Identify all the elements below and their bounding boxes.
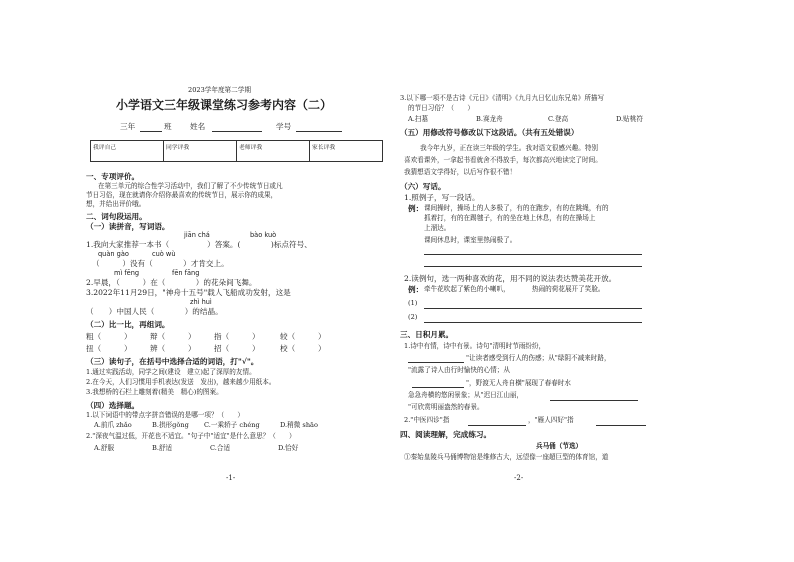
example-text: 热闹的荷花展开了笑脸。: [532, 285, 605, 293]
pinyin: bào kuò: [250, 231, 277, 239]
pinyin: zhì huì: [190, 298, 212, 306]
reading-title: 兵马俑（节选）: [536, 442, 583, 450]
edit-paragraph: 我猜想语文学得好，以后写作很不错！: [404, 168, 517, 176]
pinyin: quàn gào: [98, 250, 129, 258]
mc-option: C.登高: [548, 115, 569, 123]
question-line: 3.2022年11月29日，"神舟十五号"载人飞船成功发射，这是: [86, 288, 291, 297]
eval-teacher: 老师评我: [237, 141, 310, 162]
sentence-choice: 1.通过实践活动，同学之间(建设 建立)起了深厚的友情。: [86, 368, 256, 376]
page-title: 小学语文三年级课堂练习参考内容（二）: [116, 98, 333, 112]
compare-item: 较（ ）: [280, 332, 326, 341]
example-text: 抓着打，有的在踢毽子，有的坐在地上休息，有的在操场上: [424, 214, 596, 222]
grade-label: 三年: [120, 122, 136, 131]
example-text: 上溜达。: [424, 224, 451, 232]
accumulation-text: "让读者感受到行人的伤感；从"绿阴不减来时路，: [466, 354, 611, 362]
accumulation-text: ，"雁人四好"指: [528, 416, 574, 424]
compare-item: 校（ ）: [280, 344, 326, 353]
mc-option: C.一乘轿子 chéng: [204, 421, 260, 429]
section-1-text: 在第三单元的综合性学习活动中，我们了解了不少传统节日或凡: [98, 182, 283, 190]
answer-label: (1): [408, 299, 418, 307]
example-label: 例：: [408, 285, 424, 294]
question-line: 2.早晨，（ ）在（ ）的花朵间飞舞。: [86, 278, 257, 287]
eval-classmate: 同学评我: [164, 141, 237, 162]
answer-label: (2): [408, 313, 418, 321]
compare-item: 招（ ）: [214, 344, 260, 353]
example-text: 课间操时，操场上的人多极了，有的在跑步，有的在跳绳，有的: [424, 204, 609, 212]
eval-parent: 家长评我: [310, 141, 383, 162]
example-text: 牵牛花吹起了紫色的小喇叭，: [424, 285, 510, 293]
subsection-4-heading: （四）选择题。: [86, 401, 140, 410]
accumulation-text: "可欣赏明丽盎然的春景。: [408, 403, 484, 411]
mc-option: D.恰好: [278, 444, 299, 452]
compare-item: 粗（ ）: [86, 332, 132, 341]
answer-line: [596, 425, 646, 426]
question-line: （ ）中国人民（ ）的结晶。: [86, 307, 223, 316]
evaluation-table: [90, 140, 383, 162]
mc-question: 的节日习俗？（ ）: [408, 104, 474, 112]
answer-line: [424, 308, 642, 309]
mc-option: A.前爪 zhǎo: [94, 421, 132, 429]
accumulation-text: 急急舟横的悠闲景象；从"迟日江山丽，: [408, 391, 524, 399]
pinyin: fēn fāng: [172, 269, 200, 277]
accumulation-text: "流露了诗人由行时愉快的心情；从: [408, 366, 510, 374]
writing-task: 2.读例句，选一两种喜欢的花，用不同的说法表达赞美花开放。: [404, 274, 617, 283]
pinyin: cuò wù: [152, 250, 176, 258]
answer-line: [424, 254, 642, 255]
example-label: 例：: [408, 204, 424, 213]
mc-option: B.赛龙舟: [476, 115, 503, 123]
mc-option: D.稍微 shāo: [280, 421, 318, 429]
edit-paragraph: 喜欢看课外，一拿起书看就舍不得放手，每次都高兴地读完了时间。: [404, 156, 602, 164]
page-number: -2-: [514, 474, 524, 482]
section-1-text: 想，并给出评价哦。: [86, 200, 146, 208]
section-2-heading: 二、词句段运用。: [86, 212, 147, 221]
section-3-heading: 三、日积月累。: [400, 330, 454, 339]
edit-paragraph: 我今年九岁，正在读三年级的学生。我对语文很感兴趣。特别: [420, 144, 599, 152]
section-6-heading: （六）写话。: [400, 182, 446, 191]
mc-option: C.合适: [210, 444, 231, 452]
pinyin: mì fēng: [114, 269, 140, 277]
subsection-3-heading: （三）读句子，在括号中选择合适的词语，打"√"。: [86, 357, 259, 366]
section-4-heading: 四、阅读理解，完成练习。: [400, 430, 492, 439]
mc-option: A.舒服: [94, 444, 115, 452]
subsection-2-heading: （二）比一比，再组词。: [86, 320, 170, 329]
answer-line: [408, 362, 464, 363]
number-label: 学号: [276, 122, 292, 131]
accumulation-text: 1.诗中有情，诗中有景。诗句"清明时节雨纷纷，: [404, 342, 546, 350]
answer-line: [424, 322, 642, 323]
mc-question: 2."深夜气温过低，开花也不适宜。"句子中"适宜"是什么意思？（ ）: [86, 432, 296, 440]
name-label: 姓名: [190, 122, 206, 131]
question-line: （ ）没有（ ）才肯交上。: [92, 259, 229, 268]
pinyin: jiān chá: [184, 231, 210, 239]
mc-option: A.扫墓: [408, 115, 429, 123]
year-term: 2023学年度第二学期: [188, 86, 251, 94]
page-left: [80, 68, 390, 488]
answer-line: [550, 400, 638, 401]
mc-option: D.贴桃符: [616, 115, 643, 123]
question-line: 1.我向大家推荐一本书（ ）答案。( )标点符号、: [86, 240, 312, 249]
compare-item: 扭（ ）: [86, 344, 132, 353]
class-label: 班: [164, 122, 172, 131]
compare-item: 辩（ ）: [150, 332, 196, 341]
mc-question: 3.以下哪一项不是古诗《元日》《清明》《九月九日忆山东兄弟》所描写: [400, 94, 605, 102]
answer-line: [412, 387, 464, 388]
page-right: [400, 68, 710, 488]
answer-line: [424, 266, 642, 267]
mc-question: 1.以下词语中的带点字拼音错误的是哪一项？（ ）: [86, 411, 244, 419]
mc-option: B.拱形gǒng: [152, 421, 189, 429]
accumulation-text: "，野渡无人舟自横"展现了春春时水: [466, 379, 571, 387]
section-1-text: 节日习俗，现在就请你介绍你最喜欢的传统节日，展示你的成果，: [86, 191, 278, 199]
mc-option: B.舒适: [152, 444, 173, 452]
example-text: 课间休息时，课室里热闹极了。: [424, 236, 517, 244]
sentence-choice: 2.在今天，人们习惯用手机表达(发送 发出)，越来越少用纸本。: [86, 378, 276, 386]
answer-line: [468, 425, 526, 426]
writing-task: 1.照例子，写一段话。: [404, 193, 480, 202]
accumulation-text: 2."中医四诊"指: [404, 416, 450, 424]
section-1-heading: 一、专项评价。: [86, 172, 140, 181]
page-number: -1-: [226, 474, 236, 482]
section-5-heading: （五）用修改符号修改以下这段话。（共有五处错误）: [400, 128, 579, 137]
eval-self: 我评自己: [91, 141, 164, 162]
subsection-1-heading: （一）读拼音，写词语。: [86, 222, 170, 231]
compare-item: 辨（ ）: [150, 344, 196, 353]
reading-text: ①秦始皇陵兵马俑博物馆是维修古大，远望像一座超巨型的体育馆，道: [404, 453, 609, 461]
compare-item: 指（ ）: [214, 332, 260, 341]
sentence-choice: 3.我想桥的石栏上雕刻着(精美 精心)的图案。: [86, 388, 223, 396]
